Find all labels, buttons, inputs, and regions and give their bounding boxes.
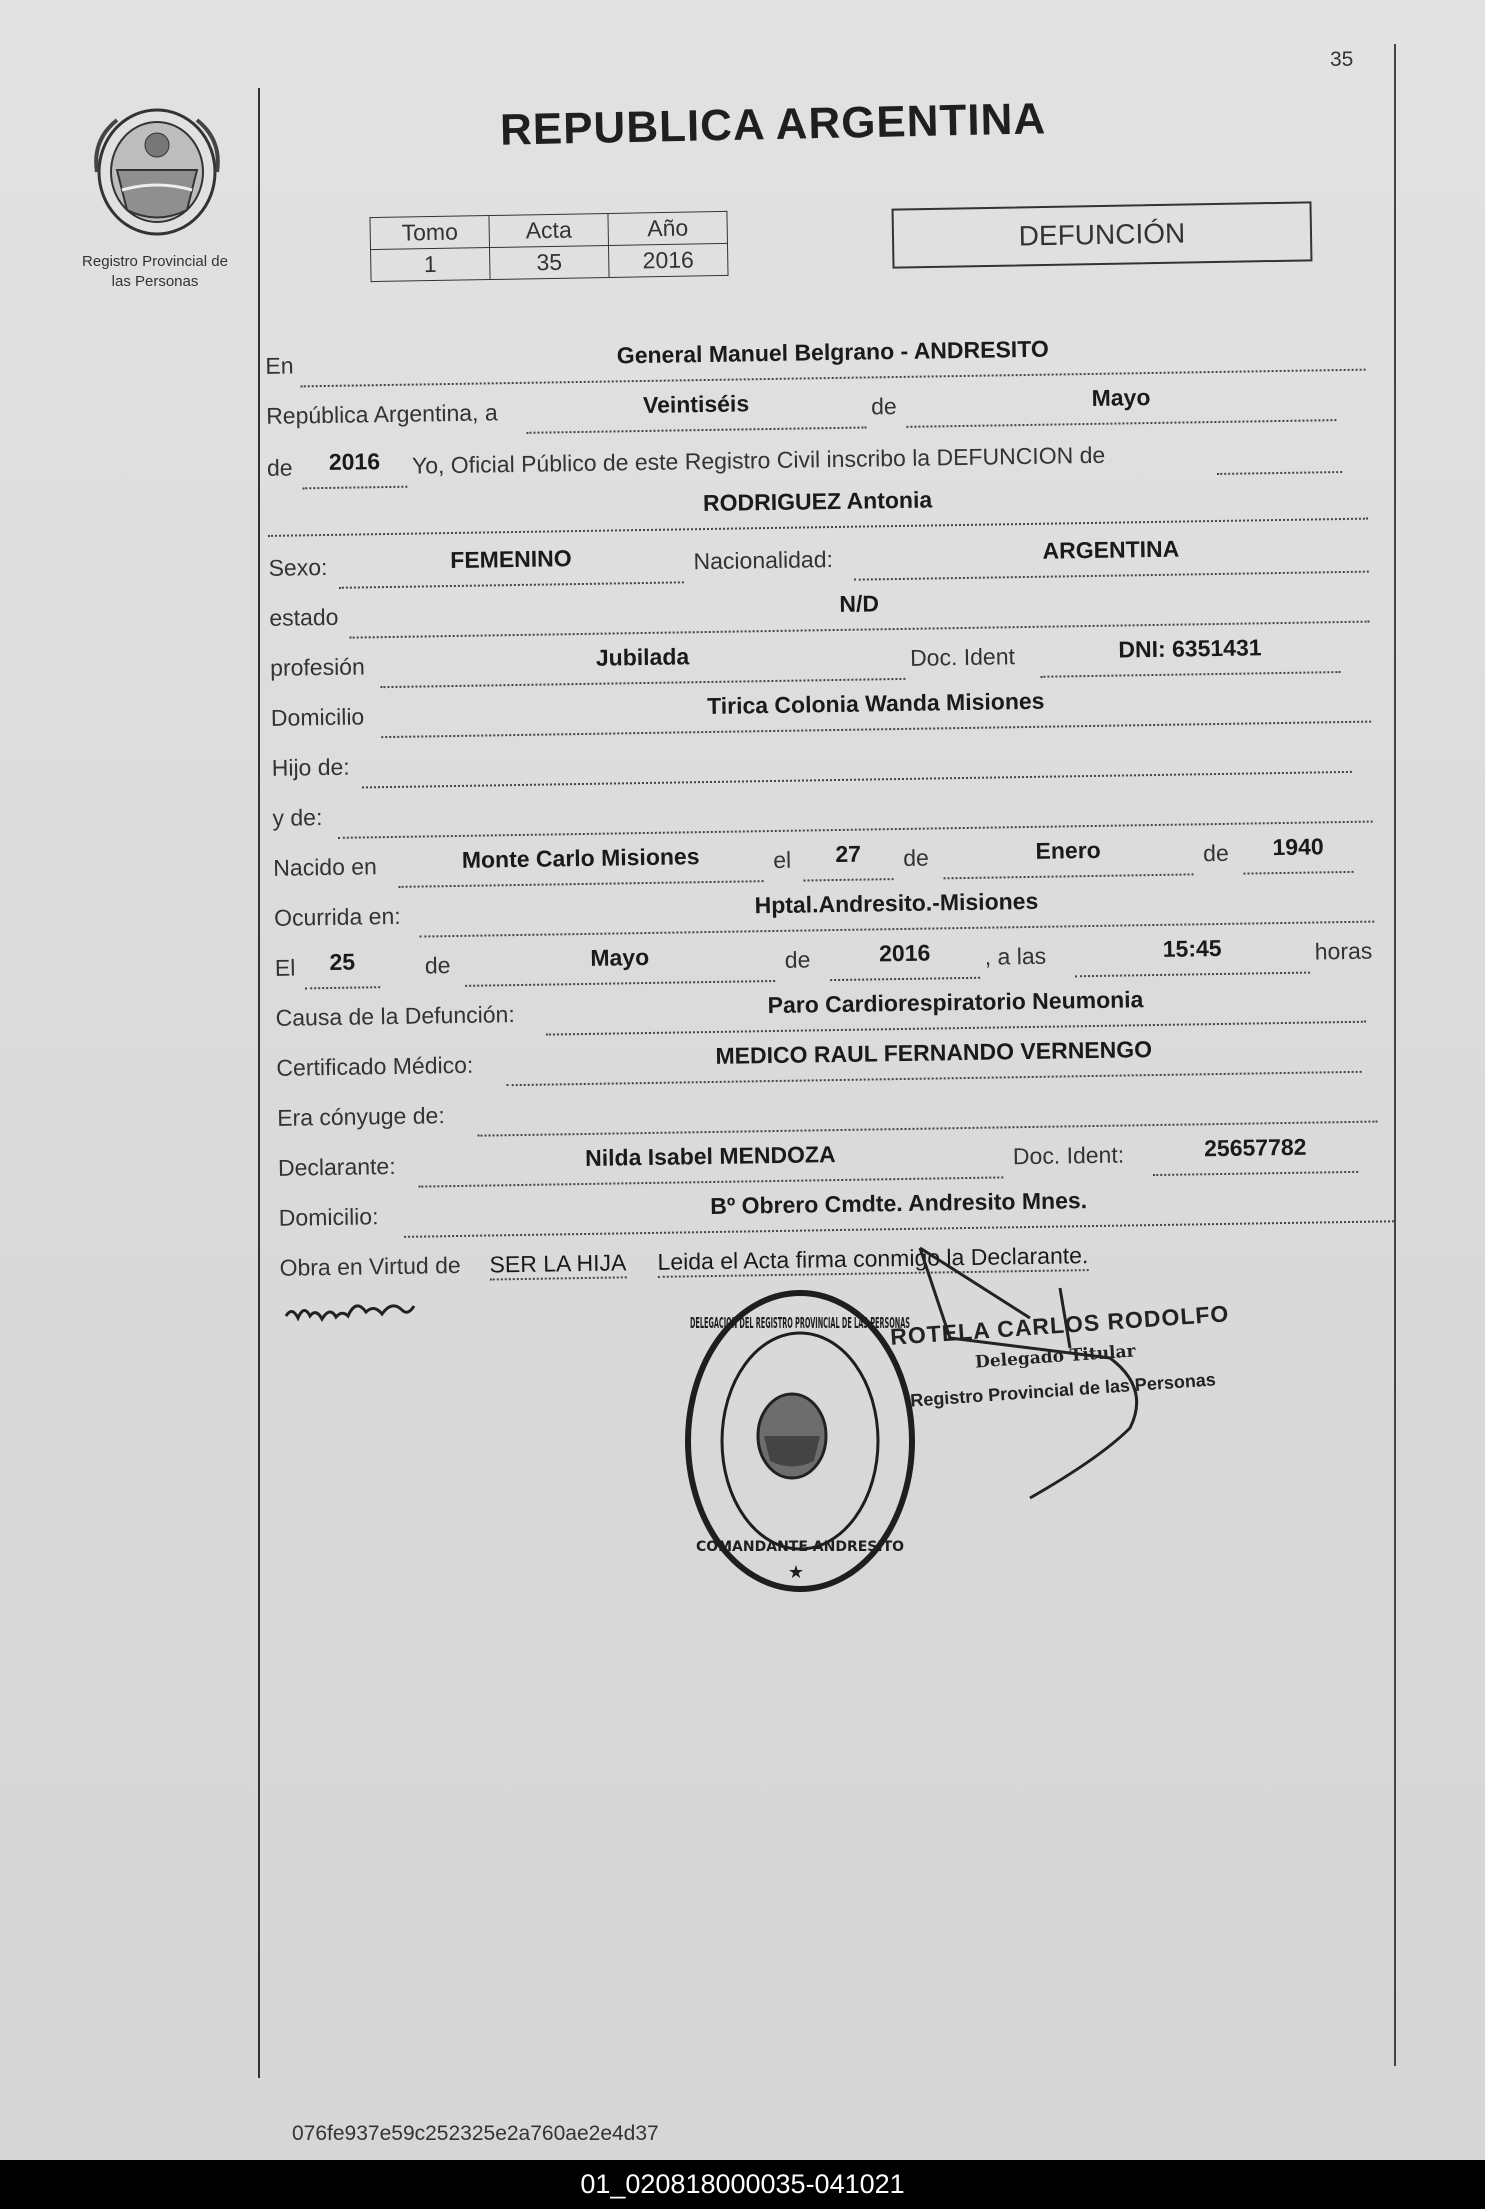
stamp-inner-text: COMANDANTE ANDRESITO: [695, 1539, 905, 1555]
officer-name: ROTELA CARLOS RODOLFO: [889, 1300, 1231, 1350]
label-de-2: de: [266, 454, 293, 481]
label-de-6: de: [784, 946, 811, 973]
field-ocurrida-en: Hptal.Andresito.-Misiones: [754, 887, 1039, 919]
field-lugar: General Manuel Belgrano - ANDRESITO: [616, 335, 1049, 369]
field-declarante-doc: 25657782: [1203, 1133, 1307, 1162]
field-domicilio: Tirica Colonia Wanda Misiones: [706, 687, 1045, 720]
label-estado: estado: [269, 603, 339, 631]
field-hora: 15:45: [1162, 934, 1222, 962]
file-id-bar: 01_020818000035-041021: [0, 2160, 1485, 2209]
registry-header-anio: Año: [608, 211, 728, 245]
label-el-cap: El: [274, 954, 296, 981]
stamp-star-icon: ★: [787, 1562, 805, 1582]
field-tail-line: [1217, 441, 1342, 475]
registry-value-tomo: 1: [371, 248, 491, 282]
label-yo-oficial: Yo, Oficial Público de este Registro Civil inscribo la DEFUNCION de: [411, 441, 1106, 479]
field-hijo-de-line: [362, 741, 1352, 789]
field-dia-letras: Veintiséis: [642, 390, 750, 418]
registry-value-anio: 2016: [608, 243, 728, 277]
document-hash: 076fe937e59c252325e2a760ae2e4d37: [292, 2122, 659, 2145]
label-de-3: de: [903, 844, 930, 871]
field-nac-dia: 27: [835, 840, 862, 868]
label-obra-en-virtud: Obra en Virtud de: [279, 1251, 461, 1281]
logo-caption-line-2: las Personas: [111, 273, 199, 290]
label-ocurrida-en: Ocurrida en:: [273, 902, 401, 931]
field-def-anio: 2016: [878, 939, 931, 967]
field-causa: Paro Cardiorespiratorio Neumonia: [767, 986, 1144, 1019]
label-y-de: y de:: [272, 804, 323, 831]
officer-role: Delegado Titular: [974, 1341, 1137, 1373]
field-nacionalidad: ARGENTINA: [1042, 535, 1180, 564]
field-profesion: Jubilada: [595, 643, 690, 671]
label-republica: República Argentina, a: [265, 399, 498, 429]
document-type-box: DEFUNCIÓN: [892, 201, 1313, 268]
field-anio: 2016: [328, 448, 381, 475]
field-dni: DNI: 6351431: [1118, 634, 1262, 663]
label-doc-ident: Doc. Ident: [909, 643, 1016, 671]
label-domicilio: Domicilio: [270, 703, 365, 731]
label-domicilio-2: Domicilio:: [278, 1203, 379, 1231]
field-declarante-domicilio: Bº Obrero Cmdte. Andresito Mnes.: [710, 1187, 1088, 1220]
declarant-signature: [282, 1286, 442, 1336]
field-nac-mes: Enero: [1035, 836, 1101, 864]
logo-caption-line-1: Registro Provincial de: [82, 253, 228, 270]
label-leida: Leida el Acta firma conmigo la Declarante.: [657, 1242, 1088, 1278]
field-nac-anio: 1940: [1272, 833, 1324, 861]
label-el: el: [773, 846, 792, 874]
label-en: En: [265, 352, 294, 379]
label-de-1: de: [870, 393, 897, 420]
field-declarante: Nilda Isabel MENDOZA: [584, 1141, 836, 1171]
field-y-de-line: [337, 791, 1372, 839]
field-sexo: FEMENINO: [450, 545, 572, 574]
label-de-5: de: [424, 952, 451, 979]
page-title: REPUBLICA ARGENTINA: [499, 94, 1047, 155]
label-nacido-en: Nacido en: [273, 853, 378, 881]
label-profesion: profesión: [269, 653, 365, 681]
label-doc-ident-2: Doc. Ident:: [1012, 1141, 1125, 1170]
field-mes: Mayo: [1091, 384, 1151, 411]
label-a-las: , a las: [984, 942, 1047, 970]
field-conyuge-line: [477, 1091, 1377, 1137]
registry-value-acta: 35: [490, 245, 610, 279]
stamp-outer-text: DELEGACION DEL REGISTRO PROVINCIAL DE LAS PERSONAS: [690, 1314, 910, 1332]
label-certificado: Certificado Médico:: [276, 1051, 474, 1081]
registry-header-tomo: Tomo: [370, 216, 490, 250]
official-stamp: [680, 1286, 920, 1596]
label-hijo-de: Hijo de:: [271, 753, 350, 781]
label-nacionalidad: Nacionalidad:: [693, 546, 834, 575]
field-certificado: MEDICO RAUL FERNANDO VERNENGO: [715, 1036, 1153, 1069]
field-def-mes: Mayo: [590, 943, 650, 971]
field-vinculo: SER LA HIJA: [489, 1249, 626, 1280]
label-de-4: de: [1202, 839, 1229, 867]
officer-organization: Registro Provincial de las Personas: [909, 1369, 1217, 1411]
field-def-dia: 25: [329, 948, 356, 975]
label-sexo: Sexo:: [268, 553, 328, 581]
page-number: 35: [1330, 48, 1354, 71]
label-declarante: Declarante:: [277, 1152, 396, 1181]
label-causa: Causa de la Defunción:: [275, 1001, 515, 1031]
field-nacido-en: Monte Carlo Misiones: [461, 843, 700, 873]
field-estado: N/D: [839, 590, 880, 617]
field-fallecido: RODRIGUEZ Antonia: [702, 486, 933, 517]
label-horas: horas: [1314, 937, 1373, 965]
registry-header-acta: Acta: [489, 213, 609, 247]
label-conyuge: Era cónyuge de:: [277, 1102, 445, 1131]
